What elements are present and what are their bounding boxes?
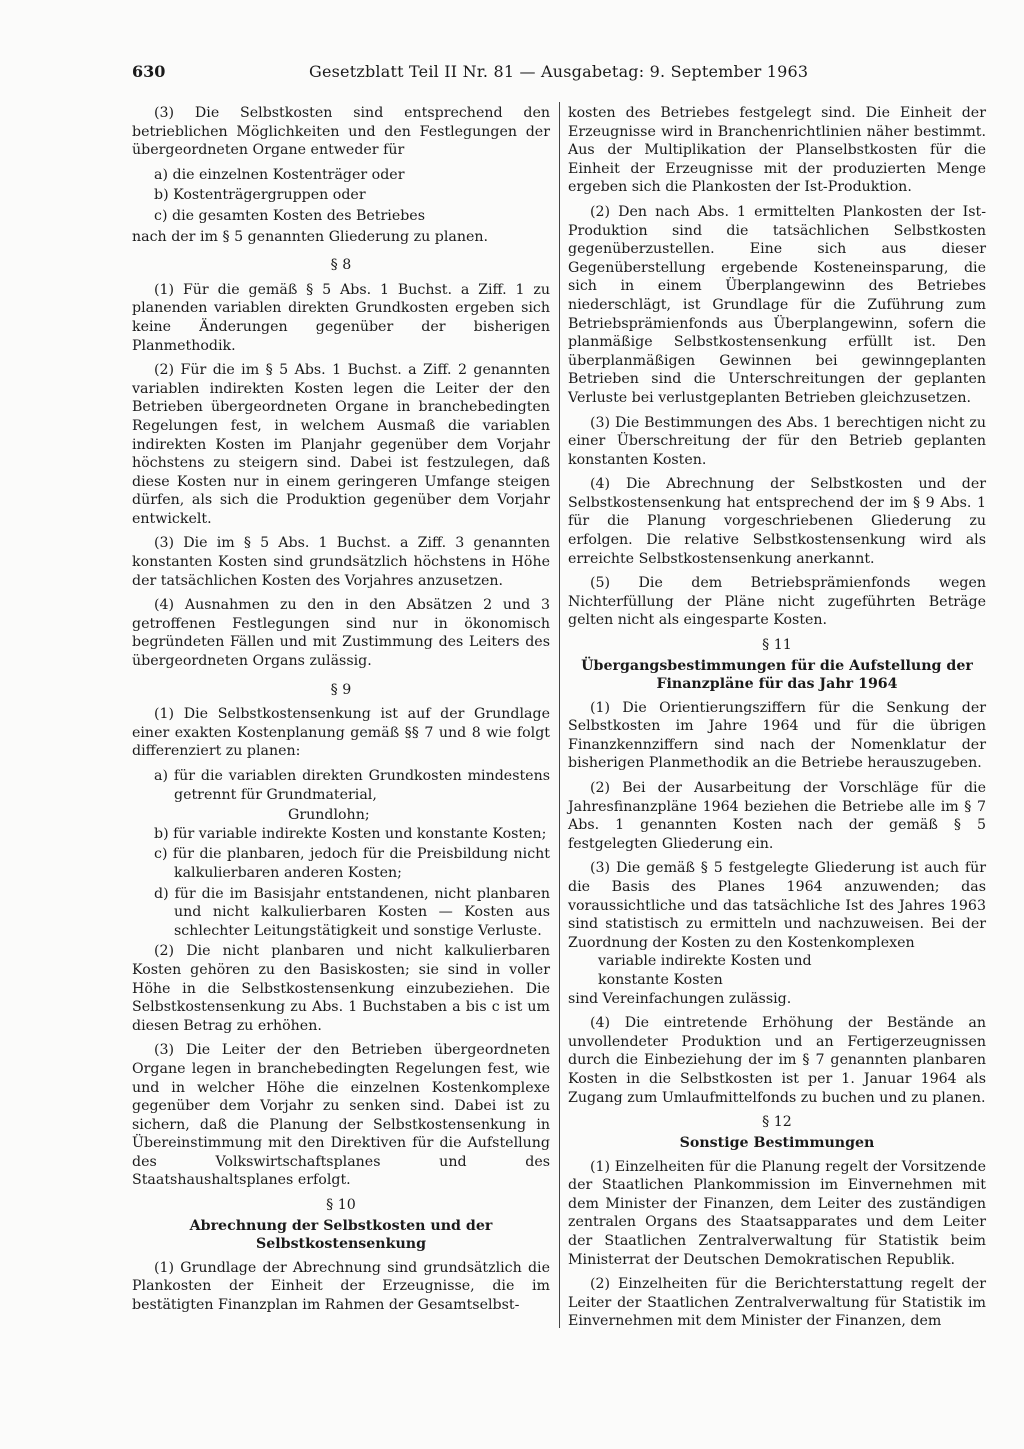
paragraph: (1) Die Selbstkostensenkung ist auf der Grundlage einer exakten Kostenplanung gemäß §§ 7 und 8 wie folgt differenziert zu planen:: [132, 706, 550, 760]
paragraph: (1) Für die gemäß § 5 Abs. 1 Buchst. a Ziff. 1 zu planenden variablen direkten Grundkosten ergeben sich keine Änderungen gegenüber der bisherigen Planmethodik.: [132, 281, 550, 354]
list-item: b) Kostenträgergruppen oder: [154, 187, 366, 204]
paragraph: (2) Einzelheiten für die Berichterstattung regelt der Leiter der Staatlichen Zentralverwaltung für Statistik im Einvernehmen mit dem Minister der Finanzen, dem: [568, 1276, 986, 1330]
section-heading: Übergangsbestimmungen für die Aufstellung der Finanzpläne für das Jahr 1964: [581, 657, 973, 692]
section-number: § 10: [326, 1197, 356, 1214]
paragraph: kosten des Betriebes festgelegt sind. Die Einheit der Erzeugnisse wird in Branchenrichtlinien näher bestimmt. Aus der Multiplikation der Planselbstkosten für die Einheit der Erzeugnisse mit der produzierten Menge ergeben sich die Plankosten der Ist-Produktion.: [568, 105, 986, 196]
list-item: d) für die im Basisjahr entstandenen, nicht planbaren und nicht kalkulierbaren Kosten — Kosten aus schlechter Leitungstätigkeit und sonstige Verluste.: [154, 885, 550, 939]
paragraph: (3) Die im § 5 Abs. 1 Buchst. a Ziff. 3 genannten konstanten Kosten sind grundsätzlich höchstens in Höhe der tatsächlichen Kosten des Vorjahres anzusetzen.: [132, 535, 550, 589]
list-item: a) für die variablen direkten Grundkosten mindestens getrennt für Grundmaterial,: [154, 768, 550, 803]
section-number: § 8: [330, 257, 352, 274]
list-item: a) die einzelnen Kostenträger oder: [154, 166, 405, 183]
list-item: b) für variable indirekte Kosten und konstante Kosten;: [154, 825, 547, 842]
list-item: c) für die planbaren, jedoch für die Preisbildung nicht kalkulierbaren anderen Kosten;: [154, 846, 550, 881]
right-column: [568, 104, 986, 1337]
section-heading: Abrechnung der Selbstkosten und der Selbstkostensenkung: [189, 1217, 493, 1252]
list-item: c) die gesamten Kosten des Betriebes: [154, 207, 425, 224]
paragraph: nach der im § 5 genannten Gliederung zu planen.: [132, 228, 489, 245]
list-item: konstante Kosten: [598, 971, 723, 988]
page-header: [132, 62, 982, 86]
column-divider: [559, 102, 560, 1328]
paragraph: (4) Die eintretende Erhöhung der Bestände an unvollendeter Produktion und an Fertigerzeugnissen durch die Einbeziehung der im § 7 genannten planbaren Kosten in die Selbstkosten ist per 1. Januar 1964 als Zugang zum Umlaufmittelfonds zu buchen und zu planen.: [568, 1015, 986, 1106]
paragraph: sind Vereinfachungen zulässig.: [568, 990, 792, 1007]
paragraph: (4) Ausnahmen zu den in den Absätzen 2 und 3 getroffenen Festlegungen sind nur in ökonomisch begründeten Fällen und mit Zustimmung des Leiters des übergeordneten Organs zulässig.: [132, 597, 550, 670]
gazette-title: Gesetzblatt Teil II Nr. 81 — Ausgabetag: 9. September 1963: [309, 62, 809, 81]
paragraph: (1) Grundlage der Abrechnung sind grundsätzlich die Plankosten der Einheit der Erzeugnisse, die im bestätigten Finanzplan im Rahmen der Gesamtselbst-: [132, 1259, 550, 1313]
paragraph: (1) Einzelheiten für die Planung regelt der Vorsitzende der Staatlichen Plankommission im Einvernehmen mit dem Minister der Finanzen, dem Leiter des zuständigen zentralen Organs des Staatsapparates und dem Leiter der Staatlichen Zentralverwaltung für Statistik beim Ministerrat der Deutschen Demokratischen Republik.: [568, 1158, 986, 1268]
page-number: 630: [132, 62, 166, 81]
section-heading: Sonstige Bestimmungen: [679, 1134, 875, 1151]
list-subitem: Grundlohn;: [288, 807, 370, 824]
paragraph: (3) Die Bestimmungen des Abs. 1 berechtigen nicht zu einer Überschreitung der für den Betrieb geplanten konstanten Kosten.: [568, 414, 986, 468]
paragraph: (2) Die nicht planbaren und nicht kalkulierbaren Kosten gehören zu den Basiskosten; sie sind in voller Höhe in die Selbstkostensenkung einzubeziehen. Die Selbstkostensenkung zu Abs. 1 Buchstaben a bis c ist um diesen Betrag zu erhöhen.: [132, 943, 550, 1034]
paragraph: (3) Die Selbstkosten sind entsprechend den betrieblichen Möglichkeiten und den Festlegungen der übergeordneten Organe entweder für: [132, 105, 550, 159]
left-column: [132, 104, 550, 1320]
paragraph: (1) Die Orientierungsziffern für die Senkung der Selbstkosten im Jahre 1964 und für die übrigen Finanzkennziffern sind nach der Nomenklatur der bisherigen Planmethodik an die Betriebe herauszugeben.: [568, 699, 986, 772]
section-number: § 12: [762, 1114, 792, 1131]
paragraph: (3) Die gemäß § 5 festgelegte Gliederung ist auch für die Basis des Planes 1964 anzuwenden; das voraussichtliche und das tatsächliche Ist des Jahres 1963 sind statistisch zu ermitteln und nachzuweisen. Bei der Zuordnung der Kosten zu den Kostenkomplexen: [568, 860, 986, 951]
paragraph: (4) Die Abrechnung der Selbstkosten und der Selbstkostensenkung hat entsprechend der im § 9 Abs. 1 für die Planung vorgeschriebenen Gliederung zu erfolgen. Die relative Selbstkostensenkung wird als erreichte Selbstkostensenkung anerkannt.: [568, 476, 986, 567]
paragraph: (2) Den nach Abs. 1 ermittelten Plankosten der Ist-Produktion sind die tatsächlichen Selbstkosten gegenüberzustellen. Eine sich aus dieser Gegenüberstellung ergebende Kosteneinsparung, die sich in einem Überplangewinn des Betriebes niederschlägt, ist Grundlage für die Zuführung zum Betriebsprämienfonds aus Überplangewinn, sofern die planmäßige Selbstkostensenkung erfüllt ist. Den überplanmäßigen Gewinnen bei gewinngeplanten Betrieben sind die Unterschreitungen der geplanten Verluste bei verlustgeplanten Betrieben gleichzusetzen.: [568, 203, 986, 406]
section-number: § 11: [762, 637, 792, 654]
list-item: variable indirekte Kosten und: [598, 953, 812, 970]
paragraph: (3) Die Leiter der den Betrieben übergeordneten Organe legen in branchebedingten Regelungen fest, wie und in welcher Höhe die einzelnen Kostenkomplexe gegenüber dem Vorjahr zu senken sind. Dabei ist zu sichern, daß die Planung der Selbstkostensenkung in Übereinstimmung mit den Direktiven für die Aufstellung des Volkswirtschaftsplanes und des Staatshaushaltsplanes erfolgt.: [132, 1042, 550, 1189]
paragraph: (2) Für die im § 5 Abs. 1 Buchst. a Ziff. 2 genannten variablen indirekten Kosten legen die Leiter der den Betrieben übergeordneten Organe in branchebedingten Regelungen fest, in welchem Ausmaß die variablen indirekten Kosten im Planjahr gegenüber dem Vorjahr höchstens zu steigern sind. Dabei ist festzulegen, daß diese Kosten nur in einem geringeren Umfange steigen dürfen, als sich die Produktion gegenüber dem Vorjahr entwickelt.: [132, 362, 550, 527]
paragraph: (5) Die dem Betriebsprämienfonds wegen Nichterfüllung der Pläne nicht zugeführten Beträge gelten nicht als eingesparte Kosten.: [568, 575, 986, 629]
paragraph: (2) Bei der Ausarbeitung der Vorschläge für die Jahresfinanzpläne 1964 beziehen die Betriebe alle im § 7 Abs. 1 genannten Kosten nach der gemäß § 5 festgelegten Gliederung ein.: [568, 780, 986, 852]
section-number: § 9: [330, 681, 352, 698]
